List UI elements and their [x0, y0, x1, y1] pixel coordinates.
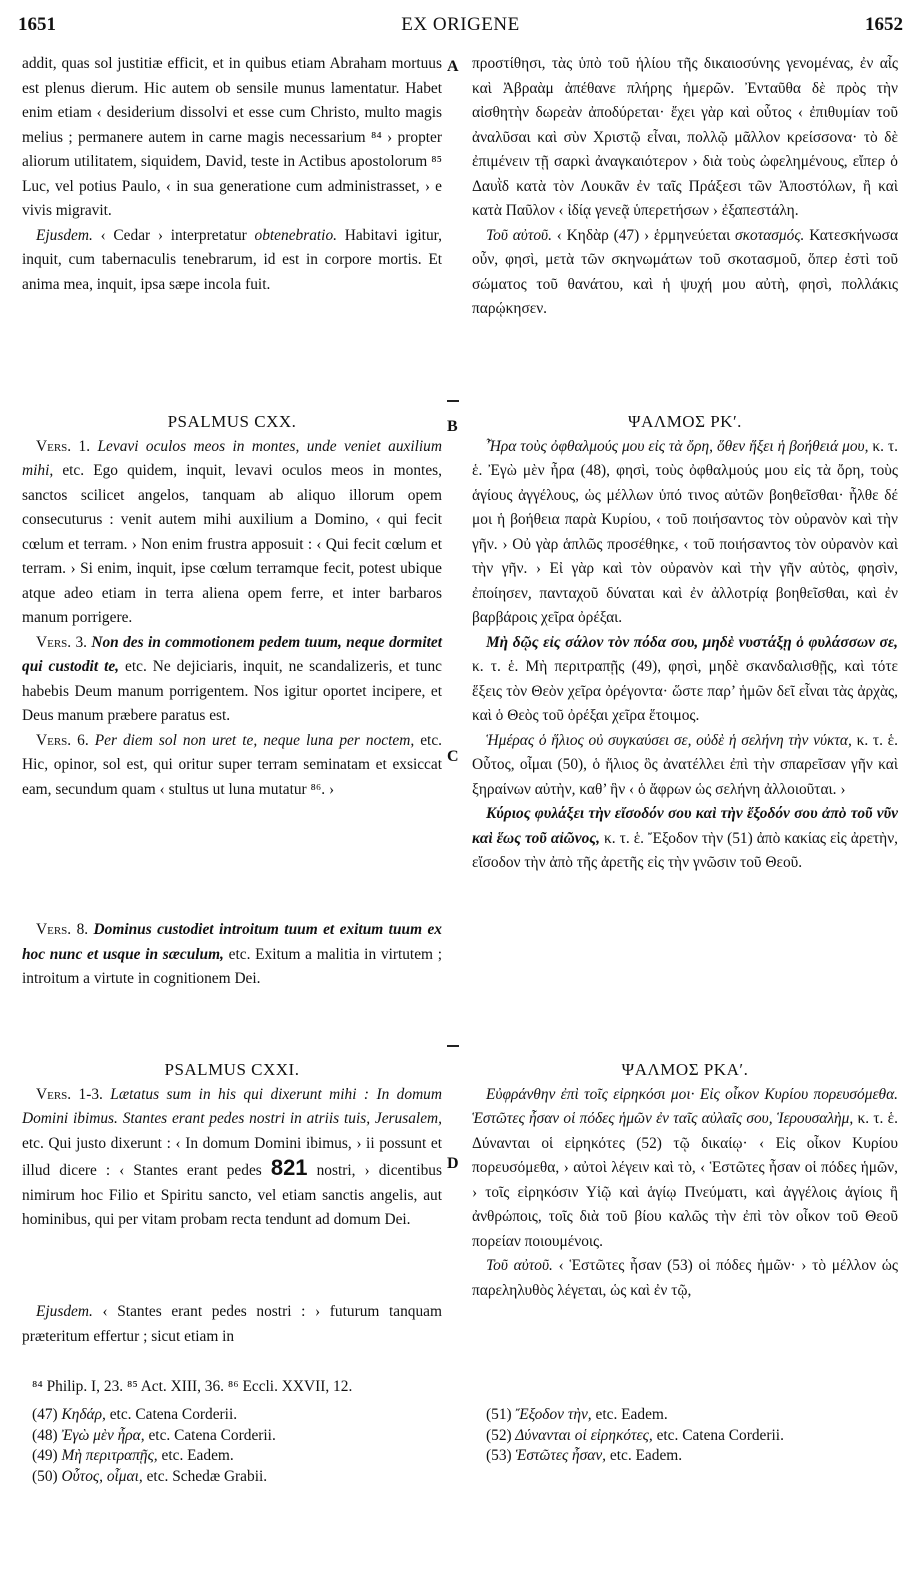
- column-divider-mark: [447, 1045, 459, 1047]
- footnote: (49) Μὴ περιτραπῇς, etc. Eadem.: [32, 1447, 234, 1464]
- footnote: (53) Ἑστῶτες ἦσαν, etc. Eadem.: [486, 1447, 683, 1464]
- psalm-title-greek: ΨΑΛΜΟΣ ΡΚΑʹ.: [621, 1060, 749, 1079]
- greek-column-psalm120: [472, 410, 898, 876]
- footnote: (50) Οὗτος, οἶμαι, etc. Schedæ Grabii.: [32, 1467, 268, 1485]
- verse-paragraph: Κύριος φυλάξει τὴν εἴσοδόν σου καὶ τὴν ἔξοδόν σου ἀπὸ τοῦ νῦν καὶ ἕως τοῦ αἰῶνος, κ. τ. ἑ. Ἔξοδον τὴν (51) ἀπὸ κακίας εἰς ἀρετὴν, εἴσοδον τὴν ἀπὸ τῆς ἀρετῆς εἰς τὴν γνῶσιν τοῦ Θεοῦ.: [472, 805, 898, 871]
- verse-paragraph: Μὴ δῷς εἰς σάλον τὸν πόδα σου, μηδὲ νυστάξῃ ὁ φυλάσσων σε, κ. τ. ἑ. Μὴ περιτραπῇς (49), φησὶ, μηδὲ σκανδαλισθῇς, καὶ τότε ἕξεις τὸν Θεὸν χεῖρα ὀρέγοντα· ὥστε παρ’ ἡμῶν δεῖ εἶναι τὰς ἀρχὰς, καὶ ὁ Θεὸς τοῦ ὀρέξαι χεῖρα ἕτοιμος.: [472, 633, 898, 724]
- margin-letter-c: C: [447, 748, 459, 765]
- verse-label: Vers. 1-3.: [36, 1085, 103, 1103]
- footnotes-right: [486, 1405, 896, 1467]
- latin-column-verse8: [22, 918, 442, 992]
- greek-column-psalm121: [472, 1058, 898, 1303]
- scripture-references: ⁸⁴ Philip. I, 23. ⁸⁵ Act. XIII, 36. ⁸⁶ Eccli. XXVII, 12.: [32, 1378, 353, 1395]
- verse-paragraph: Εὐφράνθην ἐπὶ τοῖς εἰρηκόσι μοι· Εἰς οἶκον Κυρίου πορευσόμεθα. Ἑστῶτες ἦσαν οἱ πόδες ἡμῶν ἐν ταῖς αὐλαῖς σου, Ἱερουσαλὴμ, κ. τ. ἑ. Δύνανται οἱ εἰρηκότες (52) τῷ δικαίῳ· ‹ Εἰς οἶκον Κυρίου πορευσόμεθα, › αὐτοὶ λέγειν καὶ τὸ, ‹ Ἑστῶτες ἦσαν οἱ πόδες ἡμῶν, › τοῖς εἰρηκόσιν Υἱῷ καὶ ἁγίῳ Πνεύματι, καὶ ἀγγέλοις ἁγίοις ἢ ἀνθρώποις, τοῖς διὰ τοῦ βίου καλῶς τὴν ἐπὶ τὸν οἶκον τοῦ Θεοῦ πορείαν ποιουμένοις.: [472, 1085, 898, 1250]
- page-number-right: 1652: [865, 14, 903, 35]
- margin-letter-d: D: [447, 1155, 459, 1172]
- margin-letter-b: B: [447, 418, 458, 435]
- verse-paragraph: Ἡμέρας ὁ ἥλιος οὐ συγκαύσει σε, οὐδὲ ἡ σελήνη τὴν νύκτα, κ. τ. ἑ. Οὗτος, οἶμαι (50), ὁ ἥλιος ὃς ἀνατέλλει ἐπὶ τὴν σπαρεῖσαν γῆν καὶ ξηραίνων αὐτὴν, καθ’ ἣν ‹ ὁ ἄφρων ὡς σελήνη ἀλλοιοῦται. ›: [472, 731, 898, 798]
- running-header: [18, 14, 903, 40]
- autou-label: Τοῦ αὐτοῦ.: [486, 1257, 553, 1274]
- footnote: (48) Ἐγὼ μὲν ἦρα, etc. Catena Corderii.: [32, 1426, 276, 1444]
- psalm-title-latin: PSALMUS CXXI.: [164, 1060, 300, 1079]
- latin-ejusdem-paragraph: Ejusdem. ‹ Stantes erant pedes nostri : › futurum tanquam præteritum effertur ; sicut etiam in: [22, 1303, 442, 1345]
- footnote: (47) Κηδάρ, etc. Catena Corderii.: [32, 1406, 238, 1423]
- footnote: (51) Ἔξοδον τὴν, etc. Eadem.: [486, 1406, 668, 1423]
- latin-ejusdem-paragraph: Ejusdem. ‹ Cedar › interpretatur obtenebratio. Habitavi igitur, inquit, cum tabernaculis tenebrarum, id est in corpore mortis. Et anima mea, inquit, ipsa sæpe incola fuit.: [22, 226, 442, 293]
- autou-label: Τοῦ αὐτοῦ.: [486, 226, 552, 244]
- latin-column-top: [22, 52, 442, 297]
- verse-label: Vers. 1.: [36, 437, 91, 455]
- footnotes-left: [32, 1405, 452, 1487]
- verse-label: Vers. 6.: [36, 731, 89, 749]
- latin-column-psalm121: [22, 1058, 442, 1233]
- verse-paragraph: Vers. 1. Levavi oculos meos in montes, unde veniet auxilium mihi, etc. Ego quidem, inquit, levavi oculos meos in montes, sanctos scilicet angelos, tanquam ab aliquo illorum opem consecuturus : venit autem mihi auxilium a Domino, ‹ qui fecit cœlum et terram. › Non enim frustra apposuit : ‹ Qui fecit cœlum et terram. › Si enim, inquit, ipse cœlum terramque fecit, potest ubique atque adeo etiam in terra aliena opem ferre, et inter barbaros manum porrigere.: [22, 437, 442, 626]
- running-title: EX ORIGENE: [401, 14, 520, 35]
- verse-paragraph: Vers. 3. Non des in commotionem pedem tuum, neque dormitet qui custodit te, etc. Ne dejiciaris, inquit, ne scandalizeris, et tunc habebis Deum manum porrigentem. Nos igitur oportet incipere, et Deus manum præbere paratus est.: [22, 633, 442, 724]
- verse-paragraph: Vers. 8. Dominus custodiet introitum tuum et exitum tuum ex hoc nunc et usque in sæculum, etc. Exitum a malitia in virtutem ; introitum a virtute in cognitionem Dei.: [22, 921, 443, 987]
- ejusdem-label: Ejusdem.: [36, 1303, 93, 1320]
- greek-autou-paragraph: Τοῦ αὐτοῦ. ‹ Κηδὰρ (47) › ἑρμηνεύεται σκοτασμός. Κατεσκήνωσα οὖν, φησὶ, μετὰ τῶν σκηνωμάτων τοῦ σκοτασμοῦ, ὅπερ ἐστὶ τοῦ σώματος τοῦ θανάτου, καὶ ἡ ψυχή μου αὐτὴ, φησὶ, πολλάκις παρῴκησεν.: [472, 226, 899, 317]
- greek-intro-paragraph: προστίθησι, τὰς ὑπὸ τοῦ ἡλίου τῆς δικαιοσύνης γενομένας, ἐν αἷς καὶ Ἀβραὰμ ἀπέθανε πλήρης ἡμερῶν. Ἐνταῦθα δὲ πρὸς τὴν αἰσθητὴν δωρεὰν ἀποδύρεται· ἔχει γὰρ καὶ οὗτος ‹ ἐπιθυμίαν τοῦ ἀναλῦσαι καὶ σὺν Χριστῷ εἶναι, πολλῷ μᾶλλον κρείσσονα· τὸ δὲ ἐπιμένειν τῇ σαρκὶ ἀναγκαιότερον › διὰ τοὺς ὠφελημένους, εἴπερ ὁ Δαυῒδ κατὰ τὸν Λουκᾶν ἐν ταῖς Πράξεσι τῶν Ἀποστόλων, ἢ καὶ κατὰ Παῦλον ‹ ἰδίᾳ γενεᾷ ὑπερετήσων › ἐξαπεστάλη.: [472, 55, 898, 219]
- verse-paragraph: Vers. 1-3. Lætatus sum in his qui dixerunt mihi : In domum Domini ibimus. Stantes erant pedes nostri in atriis tuis, Jerusalem, etc. Qui justo dixerunt : ‹ In domum Domini ibimus, › ii possunt et illud dicere : ‹ Stantes erant pedes 821 nostri, › dicentibus nimirum hoc Filio et Spiritu sancto, vel etiam sanctis angelis, aut hominibus, qui per vitam probam recta tendunt ad domum Dei.: [22, 1085, 442, 1228]
- verse-paragraph: Ἦρα τοὺς ὀφθαλμούς μου εἰς τὰ ὄρη, ὅθεν ἥξει ἡ βοήθειά μου, κ. τ. ἑ. Ἐγὼ μὲν ἦρα (48), φησὶ, τοὺς ὀφθαλμούς μου εἰς τὰ ὄρη, τοὺς ἁγίους ἀγγέλους, ὡς μέλλων ὑπό τινος αὐτῶν βοηθεῖσθαι· ἦλθε δέ μοι ἡ βοήθεια παρὰ Κυρίου, ‹ τοῦ ποιήσαντος τὸν οὐρανὸν καὶ τὴν γῆν. › Οὐ γὰρ ἁπλῶς προσέθηκε, ‹ τοῦ ποιήσαντος τὸν οὐρανὸν καὶ τὴν γῆν. › Εἰ γὰρ καὶ τὸν οὐρανὸν καὶ τὴν γῆν αὐτὸς, φησὶν, ἐποίησεν, πανταχοῦ δύναται καὶ ἐν ἀλλοτρίᾳ βοηθεῖσθαι, καὶ ἐν βαρβάροις χεῖρα ὀρέξαι.: [472, 437, 898, 626]
- page-number-left: 1651: [18, 14, 56, 35]
- column-number-821: 821: [270, 1155, 308, 1180]
- margin-letter-a: A: [447, 58, 459, 75]
- footnote: (52) Δύνανται οἱ εἰρηκότες, etc. Catena Corderii.: [486, 1426, 784, 1444]
- psalm-title-latin: PSALMUS CXX.: [167, 412, 297, 431]
- greek-autou-paragraph: Τοῦ αὐτοῦ. ‹ Ἑστῶτες ἦσαν (53) οἱ πόδες ἡμῶν· › τὸ μέλλον ὡς παρεληλυθὸς λέγεται, ὡς καὶ ἐν τῷ,: [472, 1257, 898, 1299]
- latin-intro-paragraph: addit, quas sol justitiæ efficit, et in quibus etiam Abraham mortuus est plenus dierum. Hic autem ob sensile munus lamentatur. Habet enim etiam ‹ desiderium dissolvi et esse cum Christo, multo magis melius ; permanere autem in carne magis necessarium ⁸⁴ › propter aliorum utilitatem, siquidem, David, teste in Actibus apostolorum ⁸⁵ Luc, vel potius Paulo, ‹ in sua generatione cum administrasset, › e vivis migravit.: [22, 55, 442, 219]
- latin-column-bottom: [22, 1300, 442, 1349]
- psalm-title-greek: ΨΑΛΜΟΣ ΡΚʹ.: [628, 412, 742, 431]
- ejusdem-label: Ejusdem.: [36, 226, 93, 244]
- latin-column-psalm120: [22, 410, 442, 802]
- greek-column-top: [472, 52, 898, 322]
- verse-label: Vers. 8.: [36, 921, 89, 938]
- verse-paragraph: Vers. 6. Per diem sol non uret te, neque luna per noctem, etc. Hic, opinor, sol est, qui oritur super terram seminatam et exsiccat eam, secundum quam ‹ stultus ut luna mutatur ⁸⁶. ›: [22, 731, 442, 798]
- verse-label: Vers. 3.: [36, 633, 88, 651]
- column-divider-mark: [447, 400, 459, 402]
